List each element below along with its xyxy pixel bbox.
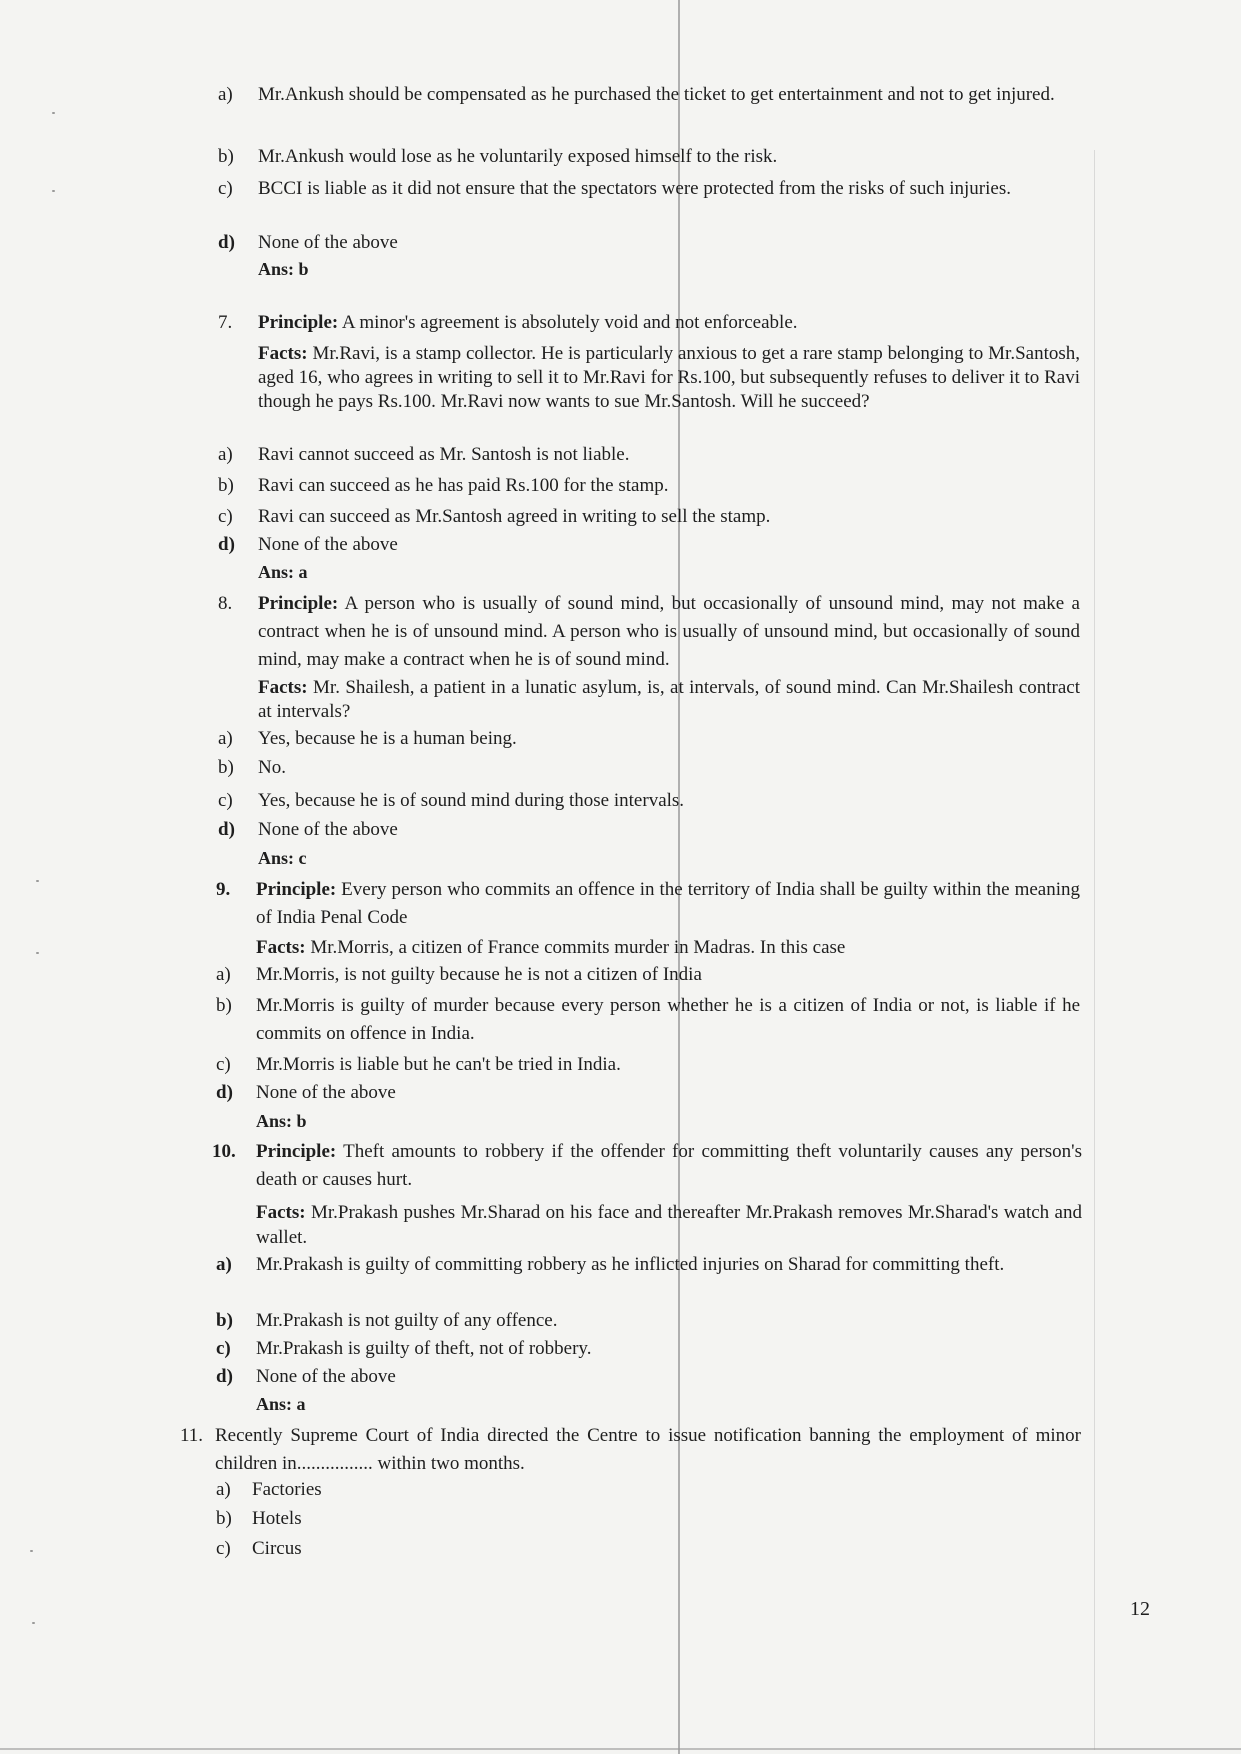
q8-answer: Ans: c xyxy=(258,848,307,868)
q10-answer: Ans: a xyxy=(256,1394,306,1414)
scan-speck xyxy=(36,952,39,954)
q7-answer: Ans: a xyxy=(258,562,308,582)
scan-speck xyxy=(52,190,55,192)
scanned-page: a) Mr.Ankush should be compensated as he purchased the ticket to get entertainment and not to get injured. b) Mr.Ankush would lose as he voluntarily exposed himself to the risk. c) BCCI is liable as it did not ensure that the spectators were protected from the risks of such injuries. d) None of the above Ans: b 7. Principle: A minor's agreement is absolutely void and not enforceable. Facts: Mr.Ravi, is a stamp collector. He is particularly anxious to get a rare stamp belonging to Mr.Santosh, aged 16, who agrees in writing to sell it to Mr.Ravi for Rs.100, but subsequently refuses to deliver it to Ravi though he pays Rs.100. Mr.Ravi now wants to sue Mr.Santosh. Will he succeed? a) Ravi cannot succeed as Mr. Santosh is not liable. b) Ravi can succeed as he has paid Rs.100 for the stamp. c) Ravi can succeed as Mr.Santosh agreed in writing to sell the stamp. d) None of the above Ans: a 8. Principle: A person who is usually of sound mind, but occasionally of unsound mind, may not make a contract when he is of unsound mind. A person who is usually of unsound mind, but occasionally of sound mind, may make a contract when he is of sound mind. Facts: Mr. Shailesh, a patient in a lunatic asylum, is, at intervals, of sound mind. Can Mr.Shailesh contract at intervals? a) Yes, because he is a human being. b) No. c) Yes, because he is of sound mind during those intervals. d) None of the above Ans: c 9. Principle: Every person who commits an offence in the territory of India shall be guilty within the meaning of India Penal Code Facts: Mr.Morris, a citizen of France commits murder in Madras. In this case a) Mr.Morris, is not guilty because he is not a citizen of India b) Mr.Morris is guilty of murder because every person whether he is a citizen of India or not, is liable if he commits on offence in India. c) Mr.Morris is liable but he can't be tried in India. d) None of the above Ans: b 10. Principle: Theft amounts to robbery if the offender for committing theft voluntarily causes any person's death or causes hurt. Facts: Mr.Prakash pushes Mr.Sharad on his face and thereafter Mr.Prakash removes Mr.Sharad's watch and wallet. a) Mr.Prakash is guilty of committing robbery as he inflicted injuries on Sharad for committing theft. b) Mr.Prakash is not guilty of any offence. c) Mr.Prakash is guilty of theft, not of robbery. d) None of the above Ans: a 11. Recently Supreme Court of India directed the Centre to issue notification banning the employment of minor children in................ within two months. a) Factories b) Hotels c) Circus 12 xyxy=(0,0,1241,1754)
scan-speck xyxy=(36,880,39,882)
scan-fold-line-faint xyxy=(1094,150,1095,1750)
scan-speck xyxy=(32,1622,35,1624)
scan-bottom-edge xyxy=(0,1748,1241,1750)
q9-answer: Ans: b xyxy=(256,1111,307,1131)
q6-answer: Ans: b xyxy=(258,259,309,279)
page-number: 12 xyxy=(1130,1598,1150,1620)
scan-speck xyxy=(30,1550,33,1552)
scan-speck xyxy=(52,112,55,114)
